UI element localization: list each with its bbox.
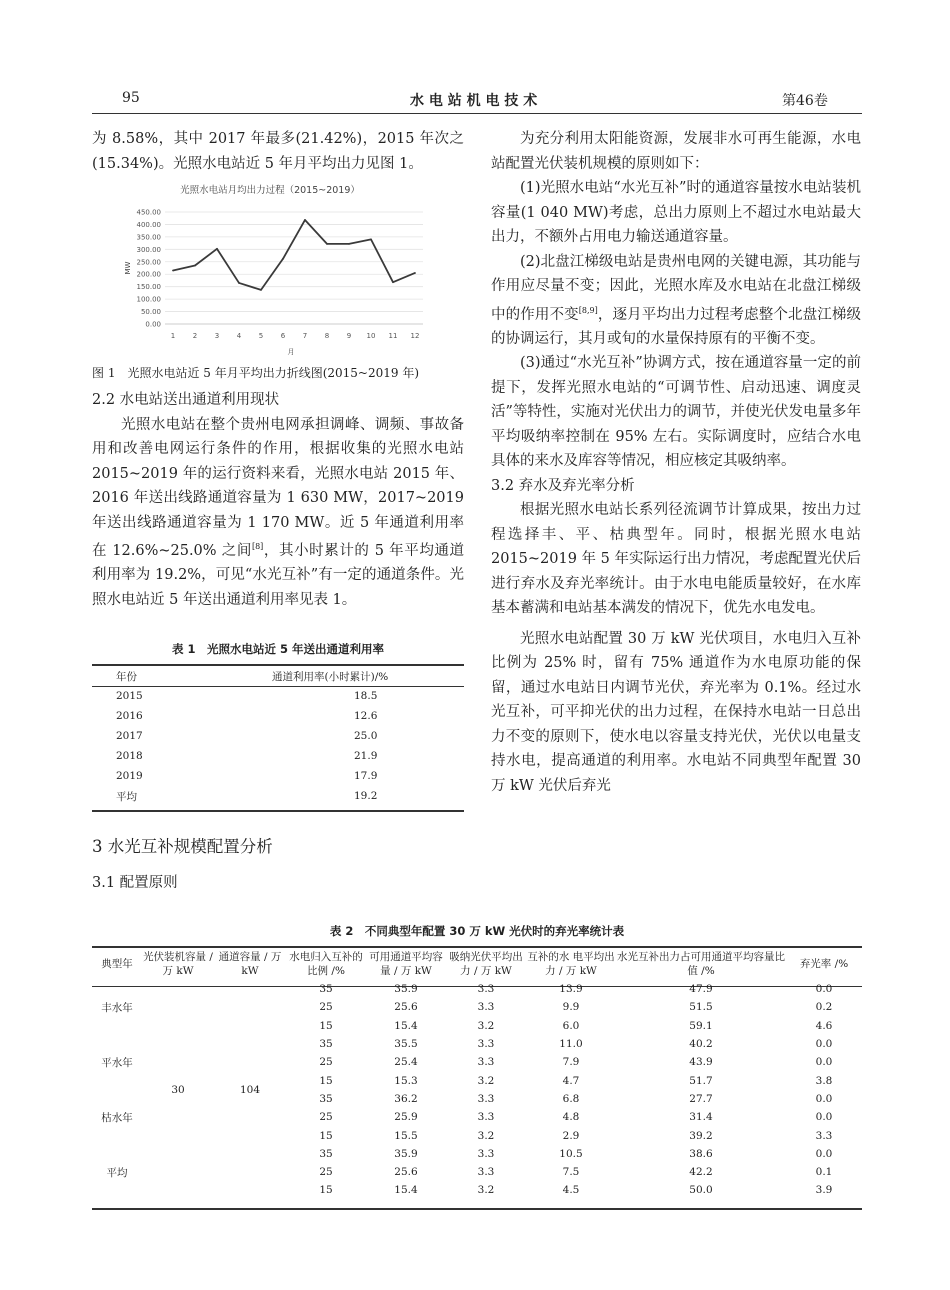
right-intro-paragraph: 为充分利用太阳能资源，发展非水可再生能源，水电站配置光伏装机规模的原则如下： [491, 131, 861, 172]
section-3-2-paragraph-2: 光照水电站配置 30 万 kW 光伏项目，水电归入互补比例为 25% 时，留有 75% 通道作为水电原功能的保留，通过水电站日内调节光伏，弃光率为 0.1%。经过水光互补，可平抑光伏的出力过程，在保持水电站一日总出力不变的原则下，使水电以容量支持光伏，光伏以电量支持水电，提高通道的利用率。水电站不同典型年配置 30 万 kW 光伏后弃光 [491, 630, 861, 794]
table-row: 平均 19.2 [116, 790, 378, 803]
table-row: 丰水年 30 104 35 35.9 3.3 13.9 47.9 0.0 [92, 980, 862, 998]
citation-8: [8] [251, 542, 264, 551]
group-label: 平水年 [101, 1056, 133, 1069]
header-rule [92, 113, 862, 114]
principle-2: (2)北盘江梯级电站是贵州电网的关键电源，其功能与作用应尽量不变；因此，光照水库及水电站在北盘江梯级中的作用不变[8,9]，逐月平均出力过程考虑整个北盘江梯级的协调运行，其月或旬的水量保持原有的平衡不变。 [491, 253, 862, 347]
x-tick-label: 1 [170, 332, 176, 340]
y-tick-label: 400.00 [136, 220, 161, 229]
section-2-2 [92, 388, 464, 612]
section-3-2-title: 3.2 弃水及弃光率分析 [491, 477, 635, 494]
table-1-header-rate: 通道利用率(小时累计)/% [272, 670, 389, 683]
table-row: 2019 17.9 [116, 770, 378, 782]
x-tick-label: 12 [410, 332, 420, 340]
x-tick-label: 7 [302, 332, 308, 340]
table-row: 2016 12.6 [116, 710, 378, 722]
data-point [260, 289, 262, 291]
section-3-1-title: 3.1 配置原则 [92, 875, 178, 891]
table-row: 15 15.4 3.2 6.0 59.1 4.6 [319, 1019, 833, 1032]
table-row: 2015 18.5 [116, 690, 378, 702]
series-line [173, 220, 415, 290]
principle-1: (1)光照水电站“水光互补”时的通道容量按水电站装机容量(1 040 MW)考虑，总出力原则上不超过水电站最大出力，不额外占用电力输送通道容量。 [491, 180, 861, 245]
data-point [370, 238, 372, 240]
data-point [216, 248, 218, 250]
principle-3: (3)通过“水光互补”协调方式，按在通道容量一定的前提下，发挥光照水电站的“可调节性、启动迅速、调度灵活”等特性，实施对光伏出力的调节，并使光伏发电量多年平均吸纳率控制在 95% 左右。实际调度时，应结合水电具体的来水及库容等情况，相应核定其吸纳率。 [491, 355, 861, 470]
monthly-output-chart [110, 180, 440, 360]
table-row: 25 25.4 3.3 7.9 43.9 0.0 [319, 1056, 833, 1069]
data-point [348, 243, 350, 245]
intro-line-2: (15.34%)。光照水电站近 5 年月平均出力见图 1。 [92, 155, 423, 172]
table-row: 15 15.5 3.2 2.9 39.2 3.3 [319, 1129, 833, 1142]
data-point [282, 258, 284, 260]
table-row: 25 25.6 3.3 9.9 51.5 0.2 [319, 1001, 833, 1014]
table-2-header: 互补的水 电平均出力 / 万 kW [527, 951, 615, 977]
data-point [172, 270, 174, 272]
volume-label: 第46卷 [782, 93, 828, 109]
table-2 [92, 948, 862, 1200]
table-2-header: 光伏装机容量 / 万 kW [143, 951, 213, 977]
y-tick-label: 100.00 [136, 295, 161, 304]
y-tick-label: 150.00 [136, 283, 161, 292]
pv-capacity-cell: 30 [171, 1083, 185, 1096]
journal-title: 水 电 站 机 电 技 术 [410, 93, 538, 109]
group-label: 平均 [106, 1166, 128, 1179]
table-row: 25 25.6 3.3 7.5 42.2 0.1 [319, 1166, 833, 1179]
table-row: 15 15.3 3.2 4.7 51.7 3.8 [319, 1074, 833, 1087]
data-point [414, 272, 416, 274]
data-point [238, 282, 240, 284]
x-tick-label: 9 [346, 332, 352, 340]
group-label: 丰水年 [101, 1001, 133, 1014]
y-tick-label: 50.00 [140, 308, 161, 317]
table-2-header: 水电归入互补的比例 /% [289, 951, 363, 977]
table-2-header-row [92, 948, 862, 980]
x-tick-label: 6 [280, 332, 286, 340]
section-2-2-paragraph: 光照水电站在整个贵州电网承担调峰、调频、事故备用和改善电网运行条件的作用，根据收集的光照水电站 2015~2019 年的运行资料来看，光照水电站 2015 年、2016 年送出线路通道容量为 1 630 MW，2017~2019 年送出线路通道容量为 1 170 MW。近 5 年通道利用率在 12.6%~25.0% 之间[8]，其小时累计的 5 年平均通道利用率为 19.2%，可见“水光互补”有一定的通道条件。光照水电站近 5 年送出通道利用率见表 1。 [92, 416, 464, 608]
section-2-2-title: 2.2 水电站送出通道利用现状 [92, 392, 280, 408]
figure-1-caption: 图 1 光照水电站近 5 年月平均出力折线图(2015~2019 年) [92, 366, 420, 380]
channel-capacity-cell: 104 [239, 1083, 261, 1096]
x-tick-label: 11 [388, 332, 398, 340]
table-1 [92, 666, 464, 806]
table-2-header: 水光互补出力占可用通道平均容量比值 /% [617, 951, 785, 977]
y-tick-label: 250.00 [136, 258, 161, 267]
x-tick-label: 4 [236, 332, 242, 340]
right-column [491, 127, 861, 798]
x-tick-label: 10 [366, 332, 376, 340]
x-tick-label: 3 [214, 332, 220, 340]
y-tick-label: 300.00 [136, 245, 161, 254]
data-point [392, 281, 394, 283]
y-tick-label: 0.00 [145, 320, 161, 329]
table-row: 平均 35 35.9 3.3 10.5 38.6 0.0 [92, 1145, 862, 1163]
section-3-title: 3 水光互补规模配置分析 [92, 837, 273, 856]
left-intro [92, 127, 464, 176]
table-row: 枯水年 35 36.2 3.3 6.8 27.7 0.0 [92, 1090, 862, 1108]
data-point [326, 243, 328, 245]
chart-ylabel: MW [124, 261, 132, 275]
table-1-header-row [92, 666, 464, 686]
y-tick-label: 450.00 [136, 208, 161, 217]
table-1-caption: 表 1 光照水电站近 5 年送出通道利用率 [171, 642, 384, 656]
data-point [304, 219, 306, 221]
x-tick-label: 5 [258, 332, 264, 340]
intro-line-1: 为 8.58%，其中 2017 年最多(21.42%)，2015 年次之 [92, 131, 464, 147]
page-number: 95 [122, 90, 140, 106]
data-point [194, 265, 196, 267]
table-row: 2017 25.0 [116, 730, 378, 742]
table-row: 平水年 35 35.5 3.3 11.0 40.2 0.0 [92, 1035, 862, 1053]
table-2-header: 通道容量 / 万 kW [218, 951, 282, 977]
y-tick-label: 350.00 [136, 233, 161, 242]
chart-title: 光照水电站月均出力过程（2015~2019） [180, 185, 360, 196]
x-tick-label: 2 [192, 332, 198, 340]
table-2-header: 典型年 [101, 958, 133, 970]
table-2-header: 吸纳光伏平均出力 / 万 kW [449, 951, 523, 977]
chart-xlabel: 月 [287, 348, 295, 356]
table-row: 15 15.4 3.2 4.5 50.0 3.9 [319, 1184, 833, 1197]
table-2-header: 弃光率 /% [799, 958, 849, 970]
x-tick-label: 8 [324, 332, 330, 340]
table-1-header-year: 年份 [116, 670, 137, 683]
y-tick-label: 200.00 [136, 270, 161, 279]
table-row: 25 25.9 3.3 4.8 31.4 0.0 [319, 1111, 833, 1124]
citation-8-9: [8,9] [578, 305, 598, 315]
table-2-caption: 表 2 不同典型年配置 30 万 kW 光伏时的弃光率统计表 [329, 924, 625, 938]
table-2-header: 可用通道平均容量 / 万 kW [369, 951, 443, 977]
section-3-2-paragraph-1: 根据光照水电站长系列径流调节计算成果，按出力过程选择丰、平、枯典型年。同时，根据光照水电站 2015~2019 年 5 年实际运行出力情况，考虑配置光伏后进行弃水及弃光率统计。由于水电电能质量较好，在水库基本蓄满和电站基本满发的情况下，优先水电发电。 [491, 502, 862, 617]
group-label: 枯水年 [101, 1111, 133, 1124]
table-row: 2018 21.9 [116, 750, 378, 762]
